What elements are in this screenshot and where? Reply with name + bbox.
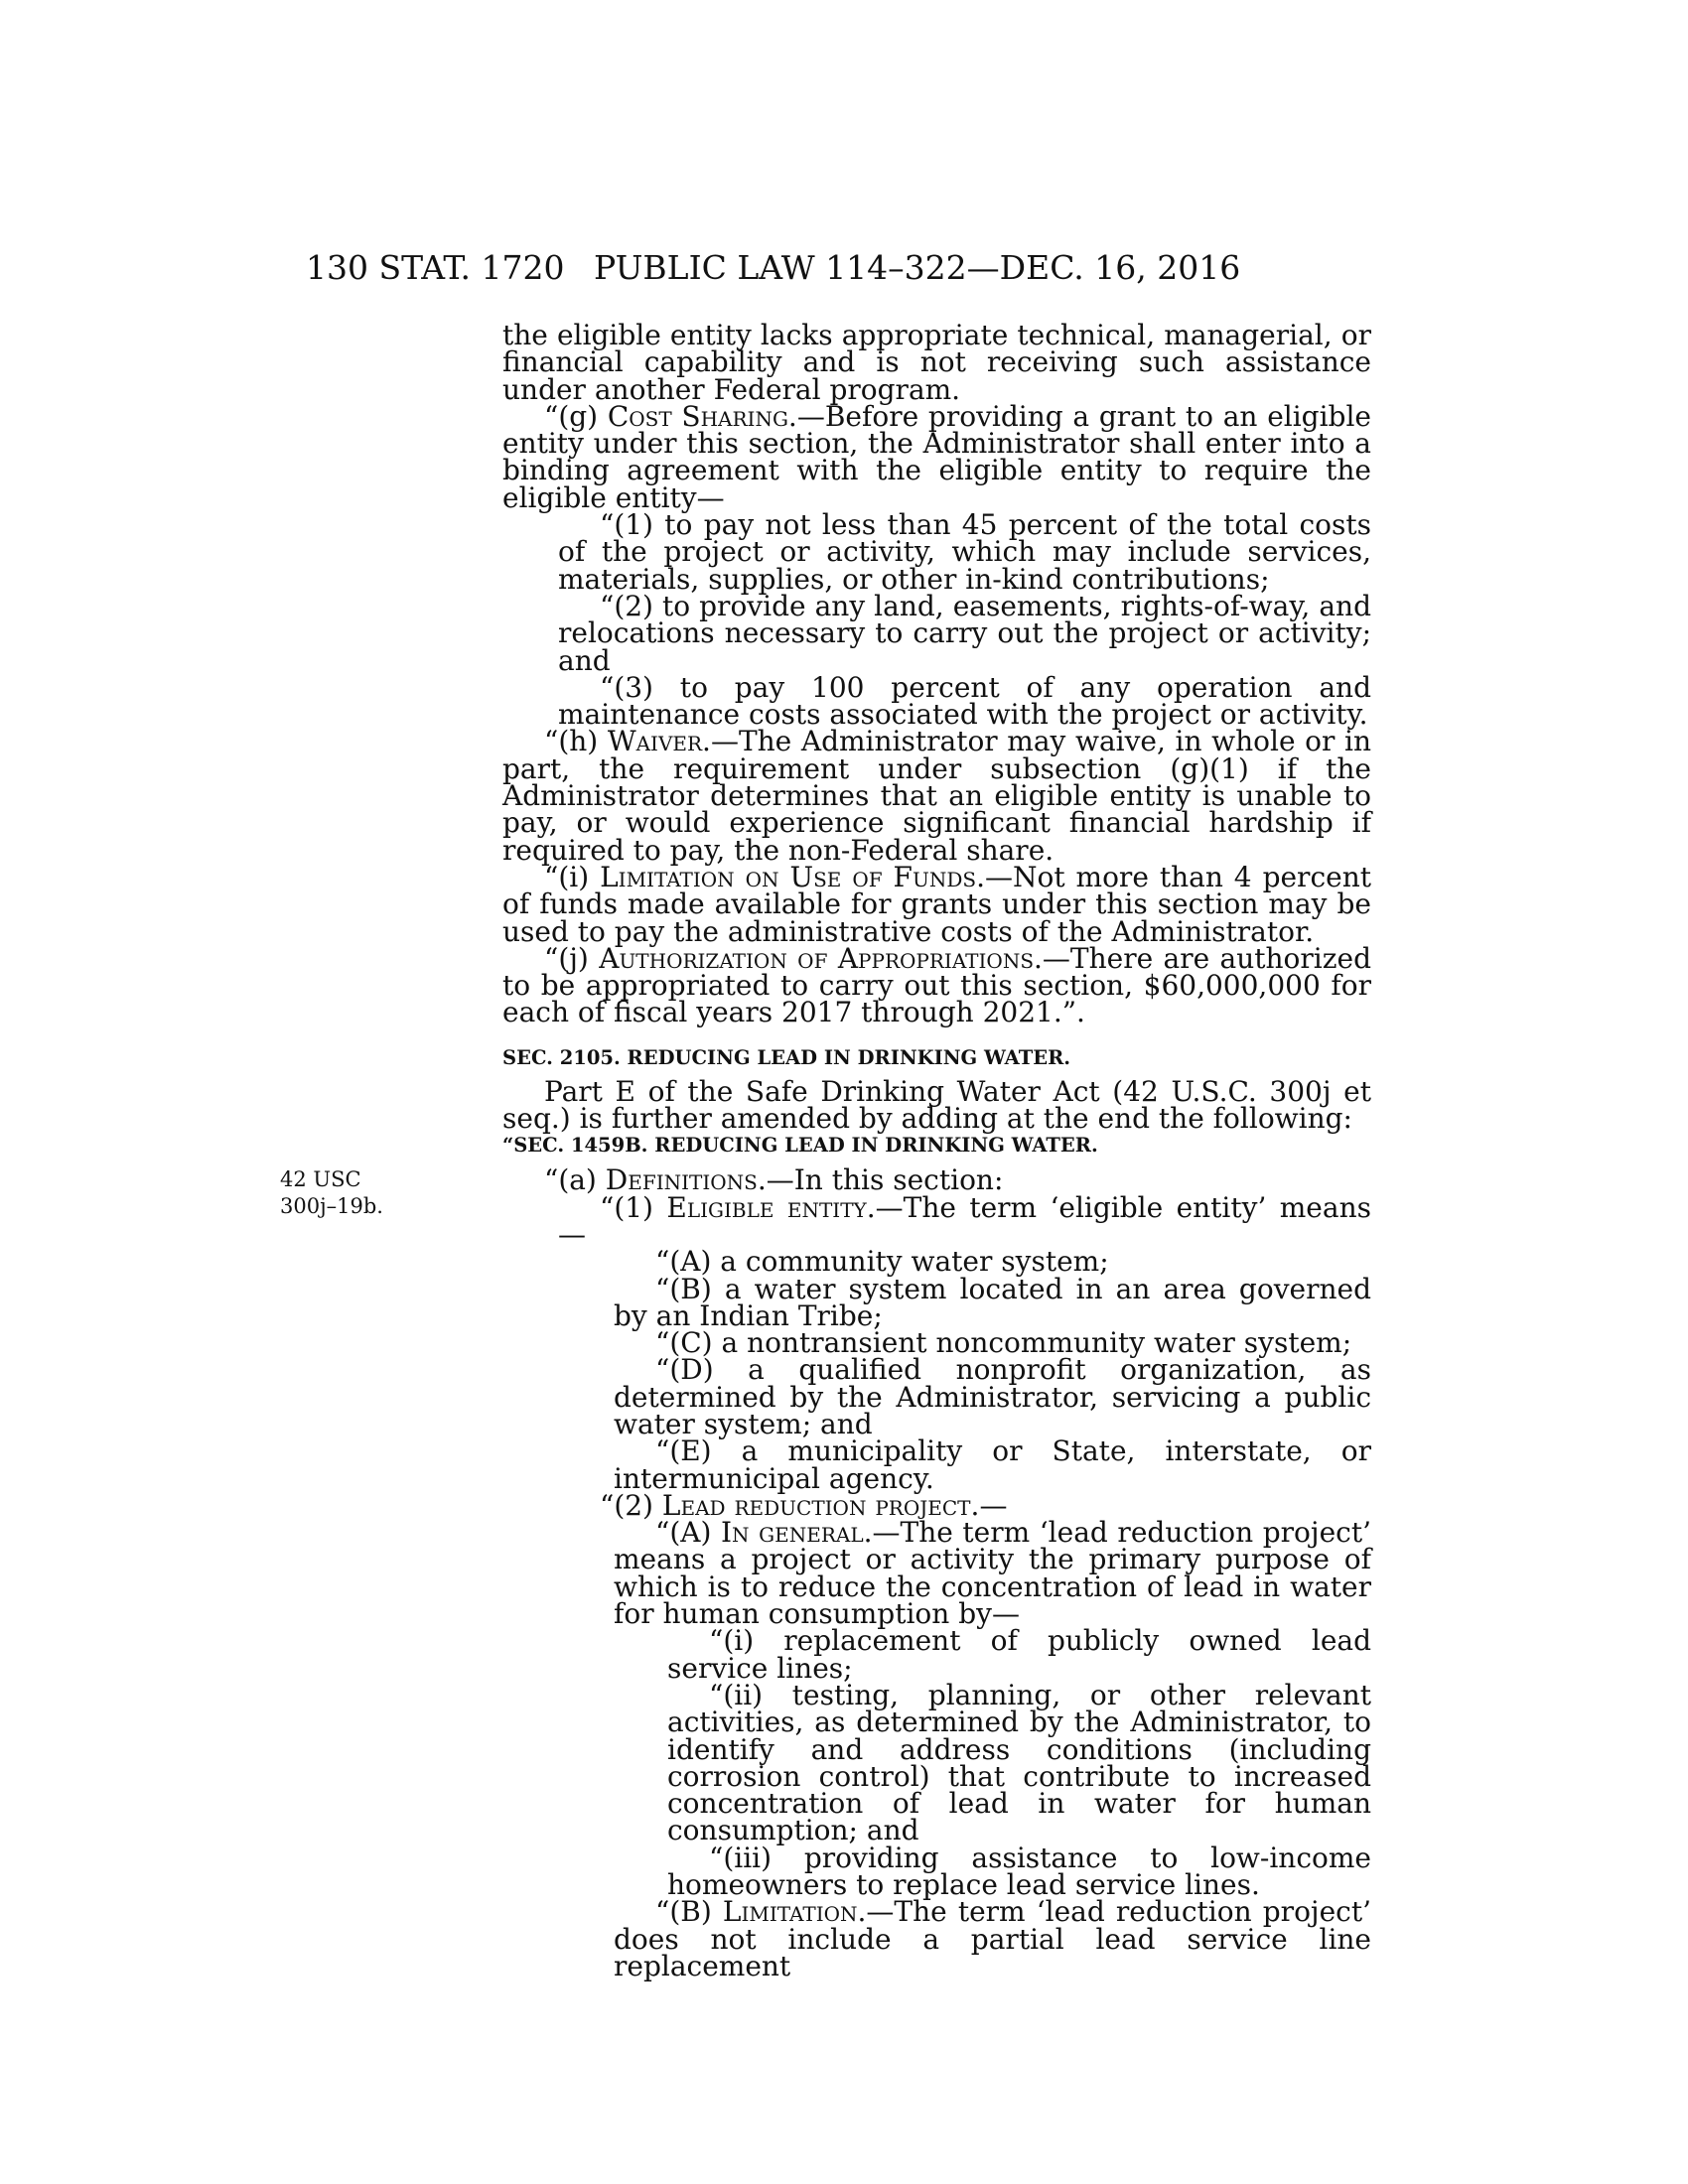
subsection-g-text: —Before providing a grant to an eligible entity under this section, the Administrator shall enter into a binding agreement with the eligible entity to require the eligible entity— — [502, 399, 1371, 514]
paragraph-a-1 — [502, 1190, 1371, 1251]
paragraph-a-1-prefix: “(1) — [600, 1190, 667, 1224]
paragraph-a-2-heading: Lead reduction project. — [661, 1488, 980, 1522]
margin-citation — [280, 1166, 383, 1220]
subsection-a-prefix: “(a) — [544, 1163, 606, 1197]
paragraph-a-2 — [502, 1488, 1371, 1522]
paragraph-a-1-D: “(D) a qualified nonprofit organization, as determined by the Administrator, servicing a public water system; and — [614, 1353, 1371, 1440]
clause-a-2-A-ii: “(ii) testing, planning, or other relevant activities, as determined by the Administrator, to identify and address conditions (including corrosion control) that contribute to increased concentration of lead in water for human consumption; and — [667, 1678, 1371, 1847]
subsection-i-text: —Not more than 4 percent of funds made available for grants under this section may be used to pay the administrative costs of the Administrator. — [502, 860, 1371, 948]
subsection-a-text: —In this section: — [766, 1163, 1004, 1197]
subsection-g-2: “(2) to provide any land, easements, rights-of-way, and relocations necessary to carry out the project or activity; and — [558, 589, 1371, 677]
subsection-i-heading: Limitation on Use of Funds. — [600, 860, 985, 893]
paragraph-a-1-E: “(E) a municipality or State, interstate, or intermunicipal agency. — [614, 1434, 1371, 1495]
paragraph-a-2-A-prefix: “(A) — [655, 1516, 721, 1550]
clause-a-2-A-iii: “(iii) providing assistance to low-income homeowners to replace lead service lines. — [667, 1841, 1371, 1902]
paragraph-a-2-prefix: “(2) — [600, 1488, 662, 1522]
paragraph-a-2-B — [502, 1895, 1372, 1982]
section-2105-heading: SEC. 2105. REDUCING LEAD IN DRINKING WATER. — [502, 1045, 1071, 1069]
paragraph-a-1-C: “(C) a nontransient noncommunity water system; — [655, 1326, 1352, 1360]
margin-citation-line-2: 300j–19b. — [280, 1194, 383, 1218]
subsection-h — [502, 725, 1371, 867]
subsection-j-prefix: “(j) — [544, 941, 600, 975]
subsection-i-prefix: “(i) — [544, 860, 601, 893]
subsection-h-text: —The Administrator may waive, in whole or in part, the requirement under subsection (g)(1) if the Administrator determines that an eligible entity is unable to pay, or would experience significant financial hardship if required to pay, the non-Federal share. — [502, 725, 1371, 867]
subsection-j — [502, 941, 1371, 1029]
paragraph-a-1-heading: Eligible entity. — [666, 1190, 876, 1224]
subsection-a — [502, 1163, 1371, 1197]
subsection-g-prefix: “(g) — [544, 399, 608, 433]
subsection-i — [502, 860, 1371, 948]
section-1459b-heading: “SEC. 1459B. REDUCING LEAD IN DRINKING WATER. — [502, 1134, 1098, 1158]
subsection-g-heading: Cost Sharing. — [607, 399, 797, 433]
subsection-g — [502, 399, 1371, 514]
statute-body — [502, 319, 1372, 1982]
clause-a-2-A-i: “(i) replacement of publicly owned lead service lines; — [667, 1624, 1371, 1685]
subsection-h-prefix: “(h) — [544, 725, 608, 758]
page-stat-citation: 130 STAT. 1720 — [306, 248, 565, 287]
subsection-a-heading: Definitions. — [605, 1163, 767, 1197]
subsection-g-1: “(1) to pay not less than 45 percent of the total costs of the project or activity, which may include services, materials, supplies, or other in-kind contributions; — [558, 508, 1371, 596]
paragraph-a-2-B-prefix: “(B) — [655, 1895, 723, 1929]
paragraph-a-1-text: —The term ‘eligible entity’ means— — [558, 1190, 1371, 1251]
paragraph-a-2-text: — — [979, 1488, 1008, 1522]
paragraph-a-1-A: “(A) a community water system; — [655, 1245, 1109, 1279]
subsection-g-3: “(3) to pay 100 percent of any operation and maintenance costs associated with the project or activity. — [558, 670, 1371, 732]
paragraph-f-continued: the eligible entity lacks appropriate technical, managerial, or financial capability and is not receiving such assistance under another Federal program. — [502, 319, 1371, 406]
paragraph-a-2-B-text: —The term ‘lead reduction project’ does not include a partial lead service line replacement — [614, 1895, 1372, 1982]
subsection-h-heading: Waiver. — [607, 725, 711, 758]
paragraph-a-2-A-heading: In general. — [721, 1516, 873, 1550]
margin-citation-line-1: 42 USC — [280, 1167, 361, 1191]
paragraph-a-2-B-heading: Limitation. — [722, 1895, 867, 1929]
section-2105-text: Part E of the Safe Drinking Water Act (42 U.S.C. 300j et seq.) is further amended by adding at the end the following: — [502, 1074, 1371, 1136]
paragraph-a-1-B: “(B) a water system located in an area governed by an Indian Tribe; — [614, 1272, 1371, 1332]
paragraph-a-2-A-text: —The term ‘lead reduction project’ means a project or activity the primary purpose of which is to reduce the concentration of lead in water for human consumption by— — [614, 1516, 1371, 1631]
paragraph-a-2-A — [502, 1516, 1371, 1631]
subsection-j-text: —There are authorized to be appropriated to carry out this section, $60,000,000 for each of fiscal years 2017 through 2021.”. — [502, 941, 1371, 1029]
running-head: PUBLIC LAW 114–322—DEC. 16, 2016 — [594, 248, 1241, 287]
subsection-j-heading: Authorization of Appropriations. — [599, 941, 1043, 975]
